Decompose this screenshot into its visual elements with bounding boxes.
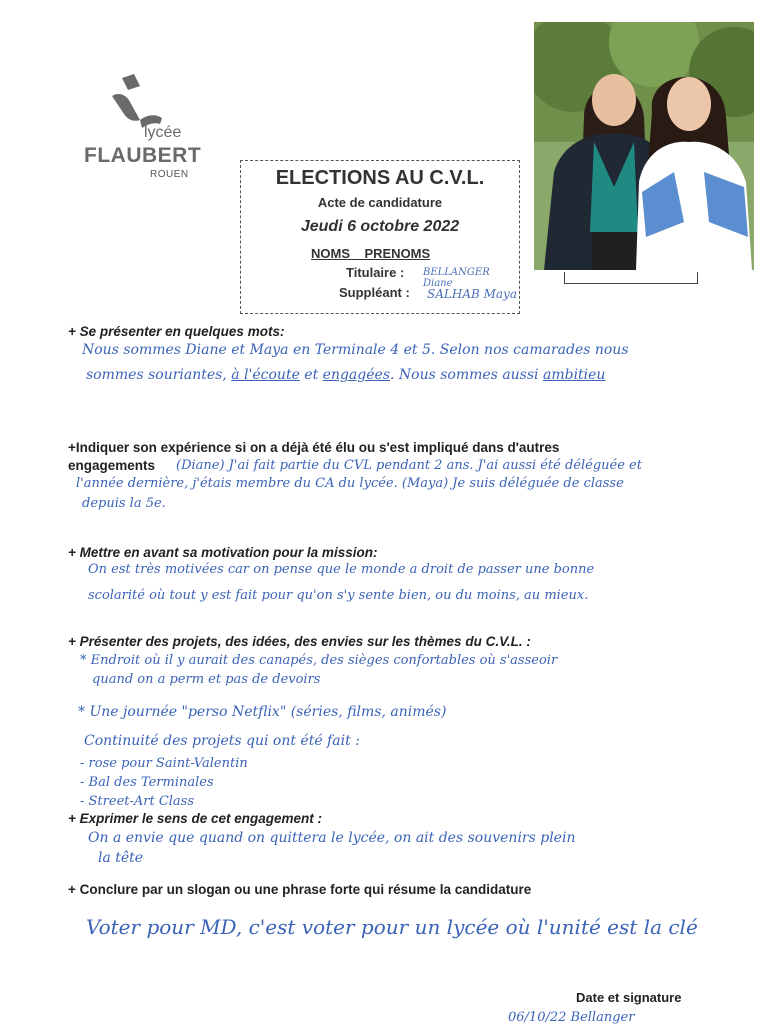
answer-projects-line3: * Une journée "perso Netflix" (séries, films, animés) (78, 704, 447, 720)
answer-experience-line2: l'année dernière, j'étais membre du CA du lycée. (Maya) Je suis déléguée de classe (76, 476, 624, 491)
titulaire-label: Titulaire : (346, 265, 405, 280)
answer-projects-line4: Continuité des projets qui ont été fait : (84, 733, 360, 749)
logo-name-text: FLAUBERT (84, 144, 202, 167)
election-date: Jeudi 6 octobre 2022 (300, 218, 460, 235)
answer-present-line2 (86, 367, 605, 383)
candidates-photo (534, 22, 754, 270)
answer-projects-line5: - rose pour Saint-Valentin (80, 756, 248, 771)
answer-present-ecoute: à l'écoute (231, 367, 300, 383)
page-subtitle: Acte de candidature (317, 195, 443, 210)
titulaire-value: BELLANGER Diane (423, 267, 490, 289)
logo-city-text: ROUEN (150, 169, 189, 180)
answer-projects-line6: - Bal des Terminales (80, 775, 214, 790)
question-engagement: + Exprimer le sens de cet engagement : (68, 811, 322, 826)
answer-slogan: Voter pour MD, c'est voter pour un lycée où l'unité est la clé (86, 915, 698, 939)
photo-caption-box (564, 272, 698, 284)
names-heading: NOMS PRENOMS (311, 246, 431, 261)
logo-lycee-text: lycée (144, 124, 182, 141)
suppleant-value: SALHAB Maya (427, 287, 517, 301)
candidates-photo-image (534, 22, 754, 270)
answer-experience-line1: (Diane) J'ai fait partie du CVL pendant 2 ans. J'ai aussi été déléguée et (176, 458, 642, 473)
suppleant-label: Suppléant : (339, 285, 410, 300)
answer-present-engagees: engagées (322, 367, 390, 383)
question-experience-line1: +Indiquer son expérience si on a déjà été élu ou s'est impliqué dans d'autres (68, 440, 560, 455)
signature-value: 06/10/22 Bellanger (508, 1010, 635, 1025)
answer-projects-line7: - Street-Art Class (80, 794, 195, 809)
answer-engagement-line1: On a envie que quand on quittera le lycée, on ait des souvenirs plein (88, 830, 576, 846)
answer-engagement-line2: la tête (98, 850, 144, 866)
answer-present-part: . Nous sommes aussi (390, 367, 543, 383)
answer-present-ambitieuses: ambitieu (542, 367, 606, 383)
answer-experience-line3: depuis la 5e. (82, 496, 166, 511)
question-slogan: + Conclure par un slogan ou une phrase forte qui résume la candidature (68, 882, 532, 897)
school-logo (82, 72, 212, 187)
page-title: ELECTIONS AU C.V.L. (275, 167, 485, 189)
question-motivation: + Mettre en avant sa motivation pour la mission: (68, 545, 378, 560)
question-projects: + Présenter des projets, des idées, des envies sur les thèmes du C.V.L. : (68, 634, 531, 649)
answer-motivation-line2: scolarité où tout y est fait pour qu'on s'y sente bien, ou du moins, au mieux. (88, 588, 589, 603)
answer-projects-line1: * Endroit où il y aurait des canapés, des sièges confortables où s'asseoir (80, 653, 558, 668)
answer-motivation-line1: On est très motivées car on pense que le monde a droit de passer une bonne (88, 562, 595, 577)
answer-present-part: sommes souriantes, (86, 367, 232, 383)
question-present: + Se présenter en quelques mots: (68, 324, 285, 339)
answer-present-part: et (299, 367, 323, 383)
signature-label: Date et signature (576, 990, 682, 1005)
question-experience-line2: engagements (68, 458, 156, 473)
header-box (240, 160, 520, 314)
answer-present-line1: Nous sommes Diane et Maya en Terminale 4 et 5. Selon nos camarades nous (82, 342, 629, 358)
answer-projects-line2: quand on a perm et pas de devoirs (92, 672, 321, 687)
